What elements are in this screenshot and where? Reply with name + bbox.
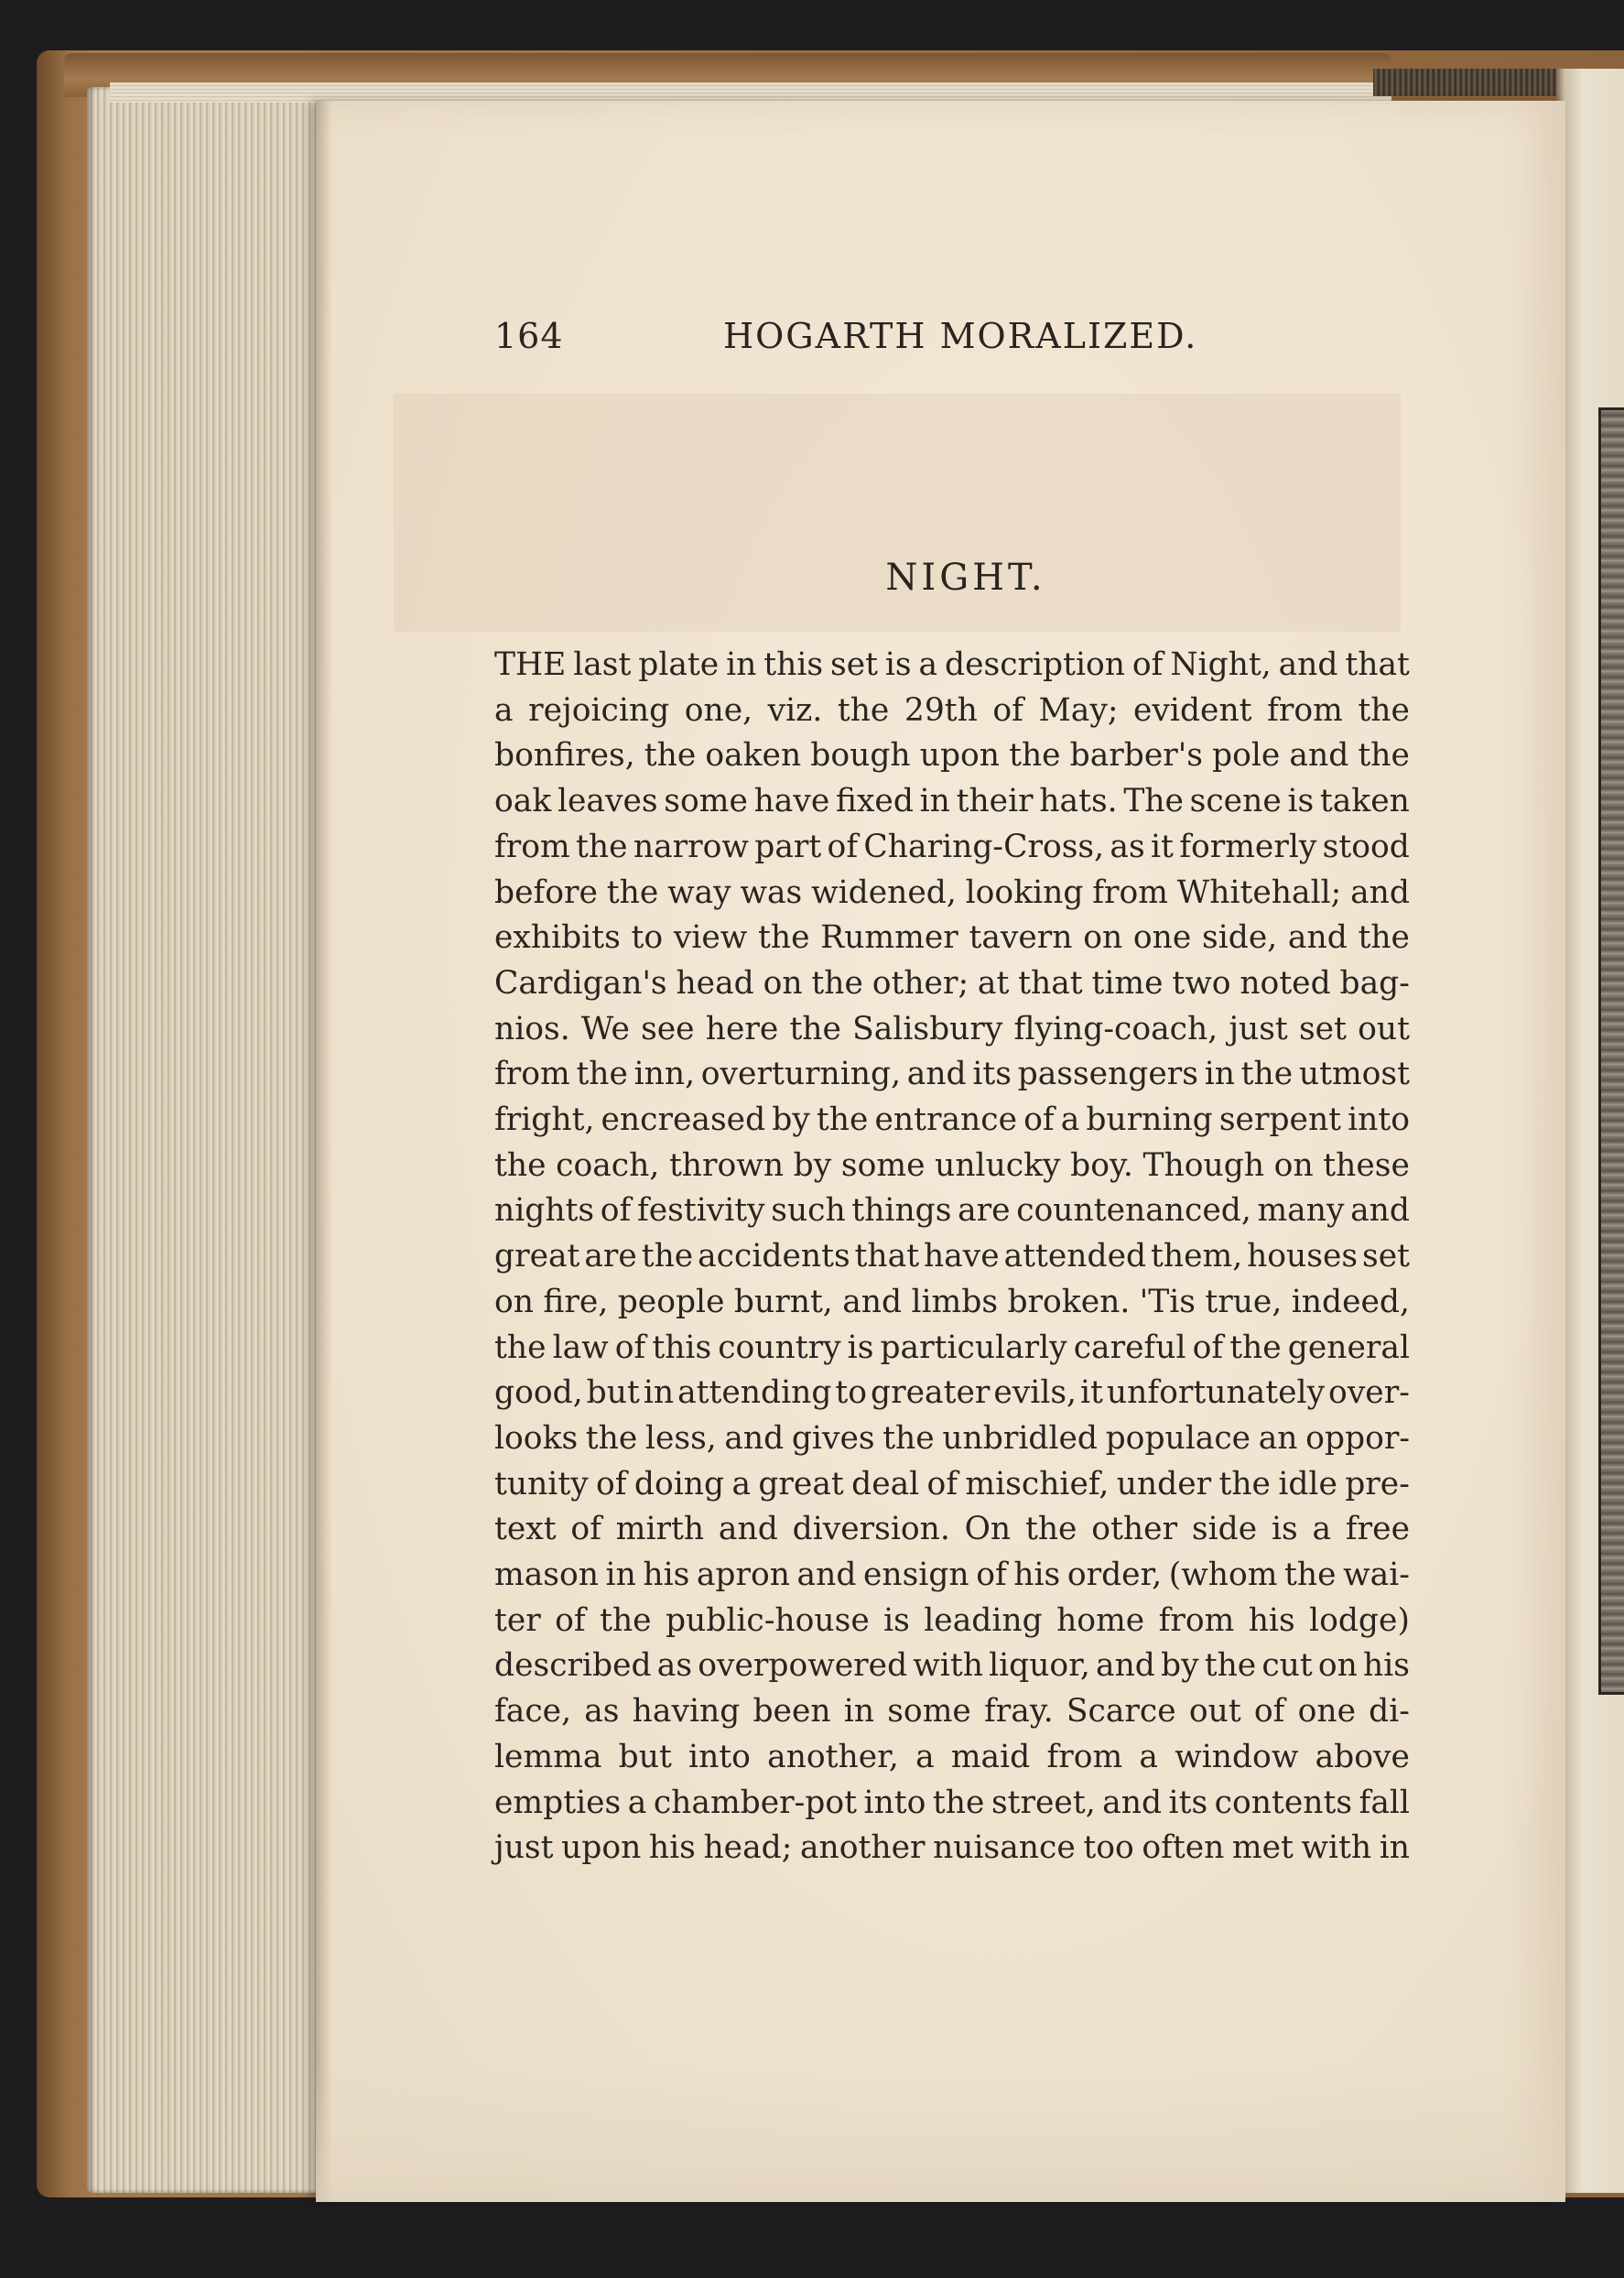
- text-line: mason in his apron and ensign of his order, (whom the wai-: [494, 1557, 1410, 1594]
- text-line: face, as having been in some fray. Scarce out of one di-: [494, 1693, 1410, 1730]
- text-line: great are the accidents that have attended them, houses set: [494, 1238, 1410, 1275]
- text-line: just upon his head; another nuisance too often met with in: [494, 1829, 1410, 1867]
- text-line: a rejoicing one, viz. the 29th of May; evident from the: [494, 691, 1410, 729]
- text-line: empties a chamber-pot into the street, and its contents fall: [494, 1784, 1410, 1821]
- text-line: bonfires, the oaken bough upon the barber's pole and the: [494, 737, 1410, 775]
- page-edges: [87, 87, 316, 2193]
- page-bottom-tone: [316, 2065, 1565, 2202]
- text-line: fright, encreased by the entrance of a burning serpent into: [494, 1101, 1410, 1139]
- text-line: Cardigan's head on the other; at that time two noted bag-: [494, 964, 1410, 1002]
- text-line: text of mirth and diversion. On the other side is a free: [494, 1511, 1410, 1548]
- page-edges-top: [110, 82, 1391, 103]
- body-paragraph: [494, 643, 1410, 1871]
- text-line: from the inn, overturning, and its passengers in the utmost: [494, 1056, 1410, 1093]
- text-line: before the way was widened, looking from Whitehall; and: [494, 873, 1410, 911]
- running-head: HOGARTH MORALIZED.: [723, 316, 1198, 356]
- section-title: NIGHT.: [885, 557, 1046, 599]
- page-text-block: [494, 316, 1410, 1871]
- text-line: exhibits to view the Rummer tavern on one side, and the: [494, 919, 1410, 957]
- page-header: [494, 316, 1410, 371]
- text-line: the coach, thrown by some unlucky boy. Though on these: [494, 1146, 1410, 1184]
- facing-plate-engraving: [1598, 407, 1624, 1695]
- text-line: good, but in attending to greater evils, it unfortunately over-: [494, 1374, 1410, 1412]
- gutter-shadow: [316, 101, 332, 2202]
- text-line: looks the less, and gives the unbridled populace an oppor-: [494, 1419, 1410, 1457]
- text-line: on fire, people burnt, and limbs broken. 'Tis true, indeed,: [494, 1283, 1410, 1320]
- text-line: nights of festivity such things are countenanced, many and: [494, 1192, 1410, 1230]
- text-line: lemma but into another, a maid from a window above: [494, 1738, 1410, 1775]
- text-line: from the narrow part of Charing-Cross, as it formerly stood: [494, 828, 1410, 865]
- text-line: nios. We see here the Salisbury flying-coach, just set out: [494, 1010, 1410, 1047]
- text-line: described as overpowered with liquor, and by the cut on his: [494, 1647, 1410, 1685]
- text-line: oak leaves some have fixed in their hats. The scene is taken: [494, 783, 1410, 820]
- page-number: 164: [494, 316, 564, 356]
- text-line: ter of the public-house is leading home from his lodge): [494, 1601, 1410, 1639]
- text-line: the law of this country is particularly careful of the general: [494, 1329, 1410, 1366]
- text-line: THE last plate in this set is a description of Night, and that: [494, 646, 1410, 683]
- text-line: tunity of doing a great deal of mischief, under the idle pre-: [494, 1465, 1410, 1502]
